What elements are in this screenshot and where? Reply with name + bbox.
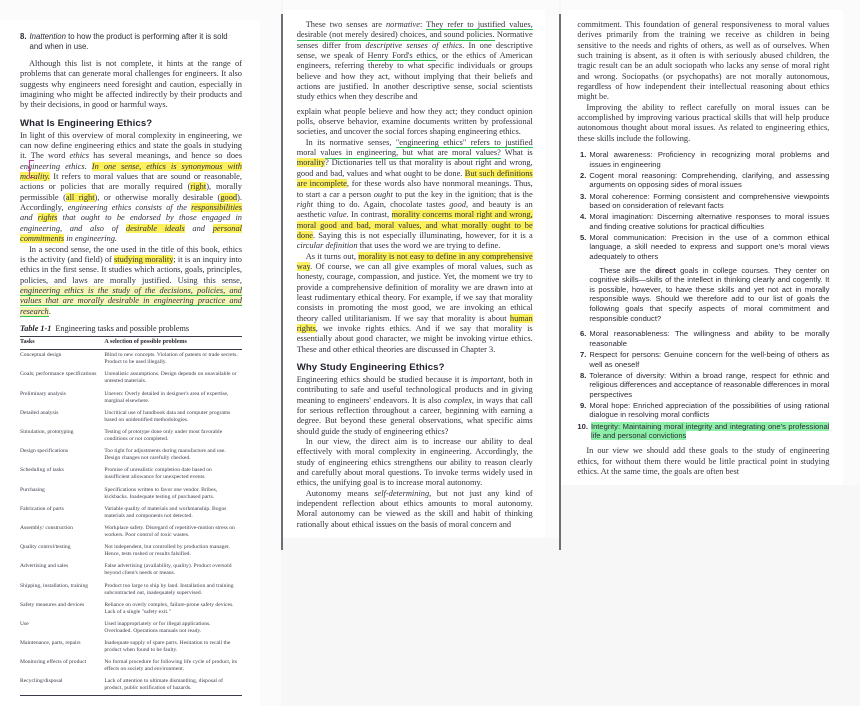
t: These two senses are [305,20,386,29]
highlight-yellow: studying morality [114,254,174,264]
table-row [20,542,242,561]
right-page-sheet [561,10,843,485]
skills-list-2 [577,329,829,441]
table-cell-problem: Not independent, but controlled by production manager. Hence, tests rushed or results falsified. [104,544,230,558]
table-cell-problem: Testing of prototype done only under most favorable conditions or not completed. [104,429,223,443]
t: circular definition [296,241,358,251]
t: , but not just any kind of independent reflection about ethics amounts to moral autonomy. Moral autonomy can be viewed as the skill and habit of thinking rationally about ethical issues on the basis of moral concern and [296,488,533,529]
table-cell-problem: Unrealistic assumptions. Design depends on unavailable or untested materials. [104,371,237,385]
t: Autonomy means [305,488,375,498]
table-caption [20,324,242,333]
table-cell-problem: Promise of unrealistic completion date based on insufficient allowance for unexpected events. [104,467,212,481]
mid-paragraph-7 [297,489,533,530]
table-row [20,638,242,657]
skills-list-item [577,192,829,211]
highlight-yellow: responsibilities [191,203,242,213]
table-cell-task: Advertising and sales [20,563,69,570]
right-paragraph-last: In our view we should add these goals to the study of engineering ethics, for without them there would be little practical point in studying ethics. At the same time, the goals are often best [577,446,830,476]
t: that uses the word we are trying to define. [357,241,501,251]
t: important [470,375,504,384]
t: that ought to be endorsed by those engaged in engineering, and also of [20,213,242,233]
skills-list-item-text [589,233,829,262]
skills-list-item-number: 5. [580,232,587,242]
t: ; it is an inquiry into ethics in the first sense. It studies which actions, goals, principles, policies, and laws are morally justified. Using this sense, [20,254,242,285]
skills-list-item-number: 6. [580,329,587,339]
list-item [20,32,242,52]
t: right [296,199,313,209]
highlight-yellow: good [220,192,238,202]
t: . In one descriptive sense, we speak of [296,40,533,61]
skills-list-item-text [589,350,829,369]
plain-text: Moral awareness: Proficiency in recognizing moral problems and issues in engineering [589,150,830,169]
skills-list-item [577,401,829,420]
underline-green: Henry Ford's ethics [367,51,436,61]
t: engineering ethics [20,161,85,171]
t: . In contrast, [346,210,392,220]
highlight-green-underline: engineering ethics is the study of the decisions, policies, and values that are morally desirable in engineering practice and research [20,285,242,316]
skills-list-1 [577,150,829,262]
table-row [20,503,242,522]
mid-paragraph-5 [297,375,533,437]
skills-list-item-text [589,371,829,400]
table-row [20,618,242,637]
table-row [20,369,242,388]
table-cell-problem: Inadequate supply of spare parts. Hesitation to recall the product when found to be faulty. [104,640,231,654]
list-item-number: 8. [20,32,27,41]
table-cell-problem: Too tight for adjustments during manufacture and use. Design changes not carefully checked. [104,448,226,462]
t: normative [385,20,420,29]
table-cell-problem: Product too large to ship by land. Installation and training subcontracted out, inadequately supervised. [104,582,234,596]
skills-list-item-text [589,401,829,420]
t: . [84,161,92,171]
t: These are the [599,265,656,275]
t: ). Accordingly, [20,192,242,213]
highlight-yellow: human rights [296,313,533,333]
table-row [20,465,242,484]
table-row [20,446,242,465]
table-label: Table 1-1 [20,323,52,333]
highlight-green: Integrity: Maintaining moral integrity and integrating one's professional life and personal convictions [590,421,830,441]
table-row [20,561,242,580]
underline-green: They refer to justified values, desirable (not merely desired) choices, and sound policies. [296,20,533,40]
table-cell-task: Maintenance, parts, repairs [20,640,81,647]
list-item-body: to how the product is performing after it is sold and when in use. [29,32,228,51]
table-row [20,349,242,369]
mid-paragraph-2: explain what people believe and how they act; they conduct opinion polls, observe behavior, examine documents written by professional societies, and uncover the social forces shaping engineering ethics. [296,106,533,137]
table-row [20,580,242,599]
t: to put the key in the ignition; that is the [392,189,533,199]
table-row [20,426,242,445]
plain-text: Moral communication: Precision in the use of a common ethical language, a skill needed to express and support one's moral views adequately to others [589,232,830,262]
skills-list-item-number: 3. [580,191,587,201]
table-header-row [20,336,242,349]
t: , we invoke rights ethics. And if we say that morality is essentially about good character, we might be invoking virtue ethics. These and other ethical theories are discussed in Chapter 3. [296,323,533,354]
table-row [20,522,242,541]
skills-list-item-text [589,150,829,169]
middle-page-panel [283,0,560,538]
skills-list-item [577,171,829,190]
t: in engineering. [64,234,118,244]
plain-text: Respect for persons: Genuine concern for the well-being of others as well as oneself [589,349,830,369]
left-section-heading: What Is Engineering Ethics? [20,117,153,129]
table-cell-task: Simulation, prototyping [20,429,74,436]
skills-list-item [577,233,829,262]
t: , for these words also have nonmoral meanings. Thus, to start a car a person [296,179,533,199]
skills-list-item-number: 9. [580,400,587,410]
table-cell-task: Use [20,620,29,627]
right-paragraph-2: Improving the ability to reflect carefully on moral issues can be accomplished by improving various practical skills that will help produce autonomous thought about moral issues. As related to engineering ethics, these skills include the following. [577,102,830,143]
t: good [449,199,466,209]
highlight-yellow: desirable ideals [125,223,185,233]
t: complex [443,395,472,405]
t: . Of course, we can all give examples of moral values, such as honesty, courage, compassion, and justice. Yet, the moment we try to provide a comprehensive definition of morality we are drawn into at least rudimentary ethical theory. For example, if we say that morality consists in promoting the most good, we are invoking an ethical theory called utilitarianism. If we say that morality is about [296,261,533,323]
plain-text: Moral hope: Enriched appreciation of the possibilities of using rational dialogue in resolving moral conflicts [589,400,830,420]
margin-bracket-annotation [29,160,34,178]
table-cell-problem: No formal procedure for following life cycle of product, its effects on society and environment. [104,659,238,673]
table-cell-problem: Variable quality of materials and workmanship. Bogus materials and components not detected. [104,505,227,519]
table-row [20,599,242,618]
t: ), or otherwise morally desirable ( [94,192,221,202]
highlight-yellow: rights [37,213,58,223]
highlight-yellow: morality [296,158,326,168]
right-paragraph-1: commitment. This foundation of general responsiveness to moral values derives primarily from the training we receive as children in being sensitive to the needs and rights of others, as well as of ourselves. When such training is absent, as it often is with seriously abused children, the tragic result can be an adult sociopath who lacks any sense of moral right and wrong. Sociopaths (or psychopaths) are not morally autonomous, regardless of how independent their intellectual reasoning about ethics might be. [577,20,830,102]
skills-list-item [577,422,829,441]
t: What is [500,148,533,158]
table-header-tasks: Tasks [20,336,104,349]
t: , in ways that call for serious reflection throughout a career, beginning with earning a degree. But beyond these general observations, what specific aims should guide the study of engineering ethics? [296,395,533,436]
table-cell-task: Monitoring effects of product [20,659,87,666]
skills-list-item [577,150,829,169]
table-cell-task: Purchasing [20,486,45,493]
plain-text: Cogent moral reasoning: Comprehending, clarifying, and assessing arguments on opposing sides of moral issues [589,170,830,190]
t: direct [655,265,676,275]
t: : [419,20,427,29]
t: , and beauty is an aesthetic [296,199,533,220]
skills-list-item-number: 1. [580,150,587,160]
list-item-lead: Inattention [29,32,66,41]
skills-list-item-number: 2. [580,170,587,180]
table-body [20,349,242,695]
table-row [20,484,242,503]
mid-paragraph-3 [297,138,533,252]
skills-list-item-text [589,329,829,348]
t: It refers to moral values that are sound or reasonable, actions or policies that are morally required ( [20,172,242,192]
left-page-panel [0,0,281,706]
skills-list-item-text [591,422,829,441]
plain-text: Moral coherence: Forming consistent and comprehensive viewpoints based on consideration of relevant facts [589,191,830,211]
mid-section-heading: Why Study Engineering Ethics? [296,362,445,373]
table-cell-problem: Specifications written to favor one vendor. Bribes, kickbacks. Inadequate testing of purchased parts. [104,486,218,500]
t: descriptive senses of ethics [365,40,463,50]
right-page-panel [561,0,860,485]
t: and [20,213,38,223]
table-cell-task: Conceptual design [20,352,62,359]
table-row [20,407,242,426]
table-cell-task: Recycling/disposal [20,676,104,696]
table-row [20,388,242,407]
mid-paragraph-6: In our view, the direct aim is to increase our ability to deal effectively with moral complexity in engineering. Accordingly, the study of engineering ethics strengthens our ability to reason clearly and carefully about moral questions. To invoke terms widely used in ethics, the unifying goal is to increase moral autonomy. [296,437,533,488]
left-paragraph-2 [20,131,242,245]
right-inner-note [589,266,829,324]
table-cell-problem: Workplace safety. Disregard of repetitive-motion stress on workers. Poor control of toxic wastes. [104,524,235,538]
left-page-sheet [0,20,260,706]
t: In a second sense, the one used in the title of this book, ethics is the activity (and field) of [20,244,242,264]
t: . [48,306,51,316]
left-paragraph-3 [20,245,242,317]
table-cell-task: Goals; performance specifications [20,371,97,378]
highlight-yellow: But such definitions are incomplete [296,168,533,189]
table-cell-task: Assembly/ construction [20,524,73,531]
t: goals in college courses. They center on cognitive skills—skills of the intellect in thinking clearly and cogently. It is possible, however, to have these skills and yet not act in morally responsible ways. Should we therefore add to our list of goals the following goals that specify aspects of moral commitment and responsible conduct? [589,265,830,323]
t: ought [373,189,393,199]
skills-list-item-text [589,212,829,231]
table-caption-text: Engineering tasks and possible problems [55,323,190,333]
engineering-tasks-table [20,336,242,696]
skills-list-item-number: 8. [580,370,587,380]
table-row [20,676,242,696]
t: As it turns out, [305,251,359,261]
table-cell-problem: False advertising (availability, quality). Product oversold beyond client's needs or means. [104,563,232,577]
table-cell-task: Quality control/testing [20,544,71,551]
plain-text: Moral imagination: Discerning alternative responses to moral issues and finding creative solutions for practical difficulties [589,212,830,231]
t: . Saying this is not especially illuminating, however, for it is a [312,230,533,240]
skills-list-item [577,371,829,400]
skills-list-item-text [589,171,829,190]
middle-page-sheet [283,10,545,538]
underline-green: "engineering ethics" refers to justified moral values in engineering, but what are moral values? [296,137,533,158]
table-cell-task: Design specifications [20,448,69,455]
left-annotated-block [20,131,242,245]
skills-list-item-text [589,192,829,211]
left-paragraph-1: Although this list is not complete, it hints at the range of problems that can generate moral challenges for engineers. It also suggests why engineers need foresight and caution, especially in imagining who might be affected indirectly by their products and by their decisions, in good or harmful ways. [20,59,242,110]
t: has several meanings, and hence so does [89,151,242,161]
skills-list-item [577,212,829,231]
t: In light of this overview of moral complexity in engineering, we can now define engineering ethics and state the goals in studying it. The word [20,130,242,161]
table-cell-task: Detailed analysis [20,409,59,416]
table-cell-problem: Used inappropriately or for illegal applications. Overloaded. Operations manuals not ready. [104,620,211,634]
t: ethics [69,151,90,161]
t: ), morally permissible ( [20,182,242,202]
table-cell-task: Shipping, installation, training [20,582,89,589]
list-item-text [30,32,242,52]
table-cell-task: Preliminary analysis [20,390,66,397]
mid-paragraph-1 [297,20,533,103]
t: thing to do. Again, chocolate tastes [312,199,450,209]
skills-list-item [577,329,829,348]
table-cell-problem: Uncritical use of handbook data and computer programs based on unidentified methodologies. [104,409,231,423]
table-row [20,657,242,676]
highlight-yellow: morality is not easy to define in any comprehensive way [296,251,533,271]
plain-text: Tolerance of diversity: Within a broad range, respect for ethnic and religious differences and acceptance of reasonable differences in moral perspectives [589,370,830,399]
t: self-determining [374,488,430,498]
table-cell-problem: Reliance on overly complex, failure-prone safety devices. Lack of a single "safety exit." [104,601,234,615]
table-cell-problem: Blind to new concepts. Violation of patents or trade secrets. Product to be used illegally. [104,352,238,366]
t: engineering ethics consists of the [67,203,192,213]
highlight-yellow: personal commitments [20,223,242,244]
plain-text: Moral reasonableness: The willingness and ability to be morally reasonable [589,329,830,348]
table-header-problems: A selection of possible problems [104,336,242,349]
highlight-yellow: right [190,182,207,192]
table-cell-problem: Lack of attention to ultimate dismantling, disposal of product, public notification of hazards. [104,676,242,696]
t: In its normative senses, [305,137,396,147]
skills-list-item [577,350,829,369]
skills-list-item-number: 10. [577,421,588,431]
highlight-yellow: all right [65,192,95,202]
skills-list-item-number: 7. [580,349,587,359]
t: ? Dictionaries tell us that morality is about right and wrong, good and bad, values and what ought to be done. [296,158,533,178]
table-cell-task: Scheduling of tasks [20,467,64,474]
table-cell-task: Safety measures and devices [20,601,85,608]
t: value [328,210,347,220]
t: and [184,223,213,233]
table-cell-problem: Uneven: Overly detailed in designer's area of expertise, marginal elsewhere. [104,390,229,404]
skills-list-item-number: 4. [580,212,587,222]
mid-paragraph-4 [297,252,533,355]
t: , or the ethics of American engineers, referring thereby to what specific individuals or groups believe and how they act, without implying that their beliefs and actions are justified. In another descriptive sense, social scientists study ethics when they describe and [296,51,533,102]
t: Engineering ethics should be studied because it is [296,375,471,384]
highlight-yellow: morality concerns moral right and wrong, moral good and bad, moral values, and what morally ought to be done [296,210,533,240]
table-cell-task: Fabrication of parts [20,505,64,512]
highlight-yellow: In one sense, ethics is synonymous with morality. [20,161,242,182]
t: , both in contributing to safe and useful technological products and in giving meaning to engineers' endeavors. It is also [296,375,533,405]
t: Normative senses differ from [296,30,533,50]
